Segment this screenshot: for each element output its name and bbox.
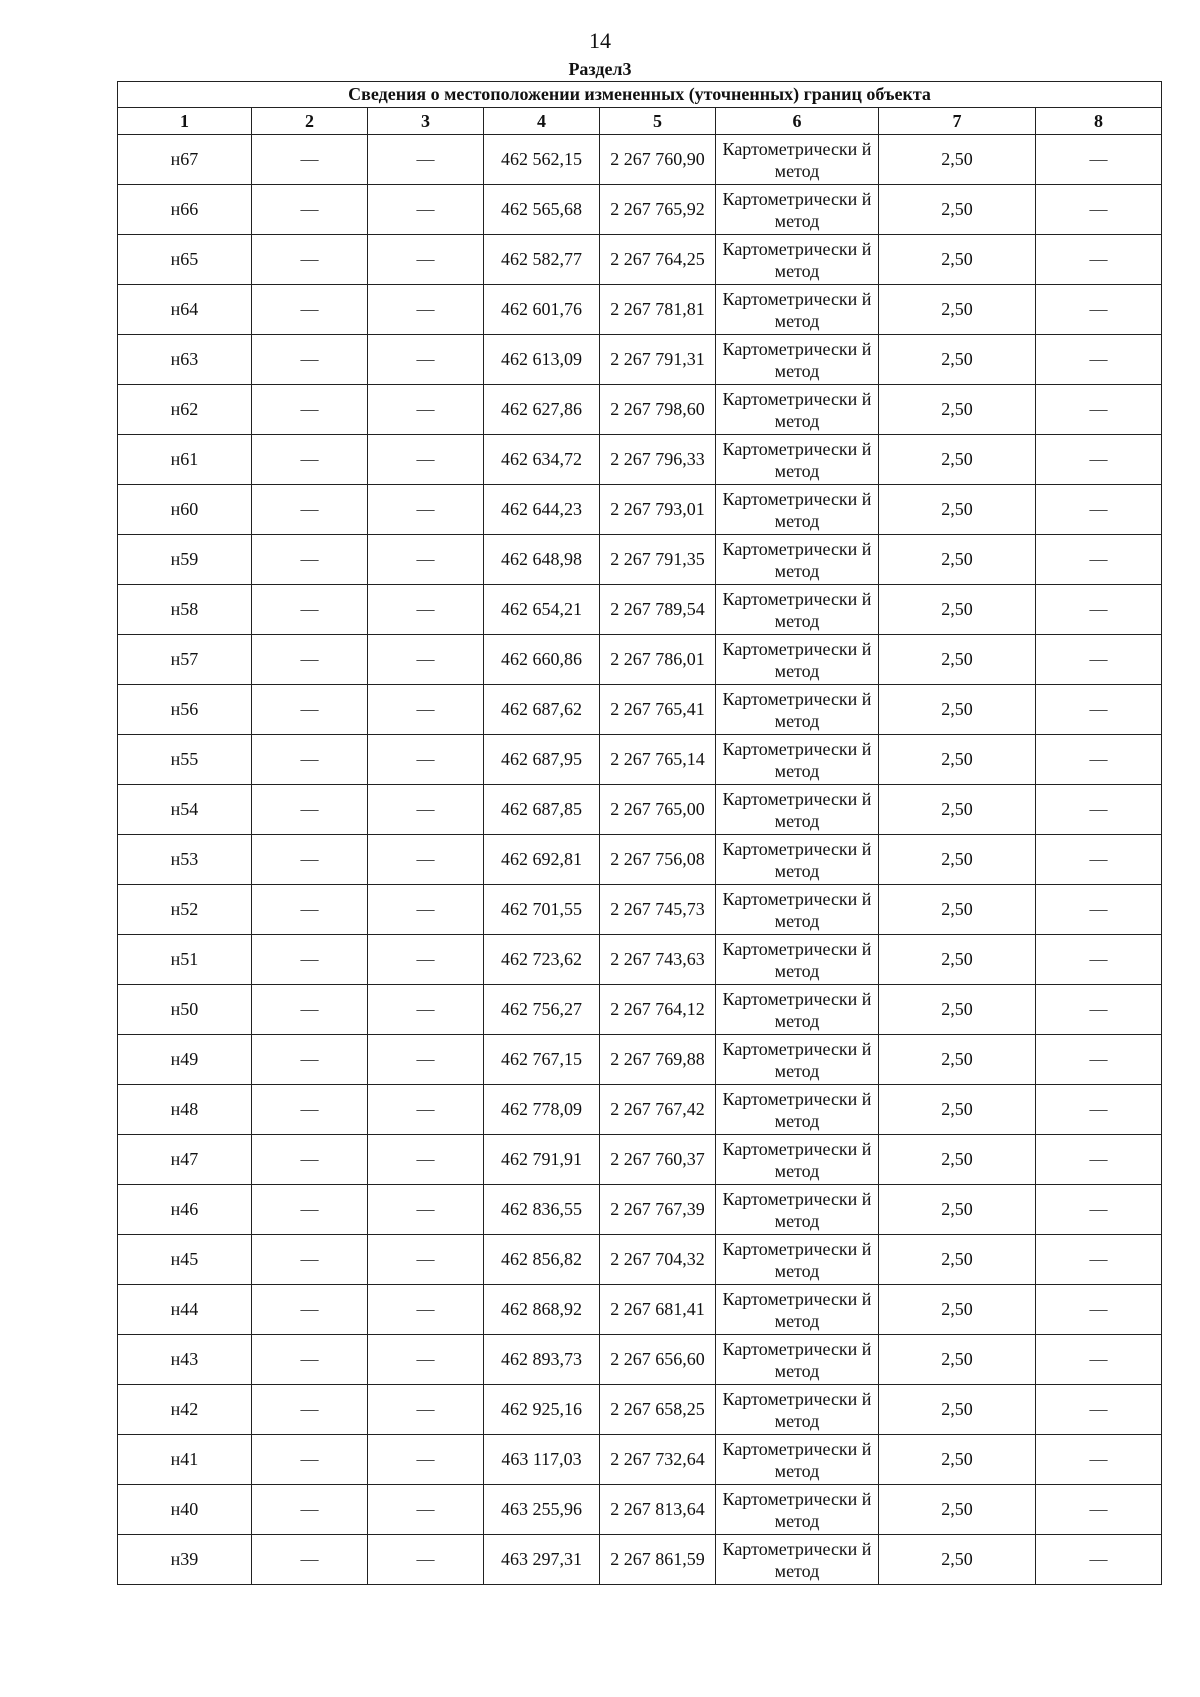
point-number-cell: н46	[118, 1185, 252, 1235]
empty-value-cell: —	[1036, 585, 1162, 635]
empty-value-cell: —	[368, 185, 484, 235]
method-cell: Картометрически й метод	[716, 1285, 879, 1335]
empty-value-cell: —	[1036, 435, 1162, 485]
empty-value-cell: —	[1036, 735, 1162, 785]
empty-value-cell: —	[368, 585, 484, 635]
accuracy-cell: 2,50	[879, 785, 1036, 835]
empty-value-cell: —	[1036, 1135, 1162, 1185]
method-cell: Картометрически й метод	[716, 885, 879, 935]
point-number-cell: н67	[118, 135, 252, 185]
table-row	[118, 1135, 1162, 1185]
empty-value-cell: —	[1036, 285, 1162, 335]
accuracy-cell: 2,50	[879, 1385, 1036, 1435]
table-row	[118, 1335, 1162, 1385]
coordinate-y-cell: 2 267 791,31	[600, 335, 716, 385]
empty-value-cell: —	[252, 385, 368, 435]
point-number-cell: н39	[118, 1535, 252, 1585]
table-row	[118, 285, 1162, 335]
coordinate-x-cell: 462 565,68	[484, 185, 600, 235]
empty-value-cell: —	[1036, 1385, 1162, 1435]
accuracy-cell: 2,50	[879, 1485, 1036, 1535]
empty-value-cell: —	[252, 1235, 368, 1285]
coordinate-x-cell: 462 791,91	[484, 1135, 600, 1185]
table-row	[118, 585, 1162, 635]
coordinate-y-cell: 2 267 764,25	[600, 235, 716, 285]
coordinate-y-cell: 2 267 765,00	[600, 785, 716, 835]
coordinate-y-cell: 2 267 681,41	[600, 1285, 716, 1335]
table-row	[118, 1535, 1162, 1585]
method-cell: Картометрически й метод	[716, 185, 879, 235]
coordinate-y-cell: 2 267 798,60	[600, 385, 716, 435]
empty-value-cell: —	[368, 1435, 484, 1485]
empty-value-cell: —	[1036, 535, 1162, 585]
table-body	[118, 135, 1162, 1585]
accuracy-cell: 2,50	[879, 535, 1036, 585]
empty-value-cell: —	[368, 135, 484, 185]
empty-value-cell: —	[252, 285, 368, 335]
method-cell: Картометрически й метод	[716, 685, 879, 735]
table-row	[118, 1035, 1162, 1085]
empty-value-cell: —	[368, 1535, 484, 1585]
empty-value-cell: —	[252, 635, 368, 685]
table-row	[118, 385, 1162, 435]
empty-value-cell: —	[252, 935, 368, 985]
section-title: Раздел3	[568, 59, 632, 79]
coordinate-y-cell: 2 267 791,35	[600, 535, 716, 585]
coordinate-x-cell: 462 701,55	[484, 885, 600, 935]
empty-value-cell: —	[1036, 1035, 1162, 1085]
coordinate-y-cell: 2 267 786,01	[600, 635, 716, 685]
method-cell: Картометрически й метод	[716, 435, 879, 485]
empty-value-cell: —	[368, 1085, 484, 1135]
table-row	[118, 335, 1162, 385]
empty-value-cell: —	[1036, 385, 1162, 435]
coordinate-x-cell: 462 582,77	[484, 235, 600, 285]
empty-value-cell: —	[252, 1185, 368, 1235]
coordinate-x-cell: 462 648,98	[484, 535, 600, 585]
empty-value-cell: —	[1036, 235, 1162, 285]
coordinate-y-cell: 2 267 769,88	[600, 1035, 716, 1085]
empty-value-cell: —	[1036, 835, 1162, 885]
empty-value-cell: —	[252, 485, 368, 535]
method-cell: Картометрически й метод	[716, 635, 879, 685]
coordinate-x-cell: 462 654,21	[484, 585, 600, 635]
column-header: 4	[484, 108, 600, 135]
table-row	[118, 835, 1162, 885]
coordinate-y-cell: 2 267 765,14	[600, 735, 716, 785]
coordinate-x-cell: 462 767,15	[484, 1035, 600, 1085]
column-header: 3	[368, 108, 484, 135]
empty-value-cell: —	[1036, 935, 1162, 985]
accuracy-cell: 2,50	[879, 1035, 1036, 1085]
empty-value-cell: —	[252, 1385, 368, 1435]
point-number-cell: н65	[118, 235, 252, 285]
coordinate-y-cell: 2 267 796,33	[600, 435, 716, 485]
coordinate-x-cell: 462 687,95	[484, 735, 600, 785]
method-cell: Картометрически й метод	[716, 1335, 879, 1385]
column-header-row	[118, 108, 1162, 135]
table-row	[118, 1385, 1162, 1435]
point-number-cell: н64	[118, 285, 252, 335]
empty-value-cell: —	[368, 685, 484, 735]
point-number-cell: н51	[118, 935, 252, 985]
accuracy-cell: 2,50	[879, 285, 1036, 335]
empty-value-cell: —	[1036, 1435, 1162, 1485]
empty-value-cell: —	[368, 1235, 484, 1285]
coordinate-y-cell: 2 267 765,92	[600, 185, 716, 235]
accuracy-cell: 2,50	[879, 735, 1036, 785]
empty-value-cell: —	[368, 1285, 484, 1335]
accuracy-cell: 2,50	[879, 1335, 1036, 1385]
coordinate-x-cell: 462 692,81	[484, 835, 600, 885]
table-row	[118, 885, 1162, 935]
point-number-cell: н57	[118, 635, 252, 685]
method-cell: Картометрически й метод	[716, 985, 879, 1035]
method-cell: Картометрически й метод	[716, 335, 879, 385]
empty-value-cell: —	[1036, 885, 1162, 935]
empty-value-cell: —	[368, 435, 484, 485]
point-number-cell: н56	[118, 685, 252, 735]
empty-value-cell: —	[368, 1185, 484, 1235]
empty-value-cell: —	[1036, 185, 1162, 235]
coordinate-y-cell: 2 267 743,63	[600, 935, 716, 985]
empty-value-cell: —	[1036, 685, 1162, 735]
accuracy-cell: 2,50	[879, 135, 1036, 185]
empty-value-cell: —	[368, 535, 484, 585]
accuracy-cell: 2,50	[879, 935, 1036, 985]
empty-value-cell: —	[252, 335, 368, 385]
table-row	[118, 535, 1162, 585]
accuracy-cell: 2,50	[879, 585, 1036, 635]
column-header: 2	[252, 108, 368, 135]
table-row	[118, 935, 1162, 985]
empty-value-cell: —	[252, 735, 368, 785]
method-cell: Картометрически й метод	[716, 1435, 879, 1485]
empty-value-cell: —	[252, 1485, 368, 1535]
point-number-cell: н63	[118, 335, 252, 385]
table-row	[118, 985, 1162, 1035]
coordinate-y-cell: 2 267 767,39	[600, 1185, 716, 1235]
coordinate-y-cell: 2 267 789,54	[600, 585, 716, 635]
accuracy-cell: 2,50	[879, 1185, 1036, 1235]
accuracy-cell: 2,50	[879, 985, 1036, 1035]
accuracy-cell: 2,50	[879, 1435, 1036, 1485]
point-number-cell: н43	[118, 1335, 252, 1385]
method-cell: Картометрически й метод	[716, 1235, 879, 1285]
empty-value-cell: —	[252, 785, 368, 835]
accuracy-cell: 2,50	[879, 885, 1036, 935]
method-cell: Картометрически й метод	[716, 535, 879, 585]
accuracy-cell: 2,50	[879, 185, 1036, 235]
accuracy-cell: 2,50	[879, 435, 1036, 485]
empty-value-cell: —	[368, 335, 484, 385]
empty-value-cell: —	[252, 235, 368, 285]
coordinate-y-cell: 2 267 732,64	[600, 1435, 716, 1485]
coordinate-x-cell: 462 868,92	[484, 1285, 600, 1335]
coordinate-y-cell: 2 267 704,32	[600, 1235, 716, 1285]
empty-value-cell: —	[252, 1535, 368, 1585]
coordinate-x-cell: 462 836,55	[484, 1185, 600, 1235]
empty-value-cell: —	[252, 585, 368, 635]
empty-value-cell: —	[1036, 135, 1162, 185]
empty-value-cell: —	[252, 1085, 368, 1135]
method-cell: Картометрически й метод	[716, 935, 879, 985]
empty-value-cell: —	[1036, 1285, 1162, 1335]
empty-value-cell: —	[368, 735, 484, 785]
accuracy-cell: 2,50	[879, 685, 1036, 735]
empty-value-cell: —	[1036, 1485, 1162, 1535]
method-cell: Картометрически й метод	[716, 1085, 879, 1135]
empty-value-cell: —	[368, 285, 484, 335]
coordinate-x-cell: 462 562,15	[484, 135, 600, 185]
empty-value-cell: —	[252, 1335, 368, 1385]
method-cell: Картометрически й метод	[716, 835, 879, 885]
table-row	[118, 1185, 1162, 1235]
empty-value-cell: —	[1036, 985, 1162, 1035]
accuracy-cell: 2,50	[879, 1285, 1036, 1335]
point-number-cell: н44	[118, 1285, 252, 1335]
empty-value-cell: —	[368, 835, 484, 885]
table-row	[118, 735, 1162, 785]
coordinate-y-cell: 2 267 765,41	[600, 685, 716, 735]
accuracy-cell: 2,50	[879, 635, 1036, 685]
point-number-cell: н58	[118, 585, 252, 635]
empty-value-cell: —	[1036, 785, 1162, 835]
table-row	[118, 185, 1162, 235]
empty-value-cell: —	[252, 135, 368, 185]
empty-value-cell: —	[368, 485, 484, 535]
coordinate-x-cell: 462 687,85	[484, 785, 600, 835]
coordinate-y-cell: 2 267 767,42	[600, 1085, 716, 1135]
table-row	[118, 485, 1162, 535]
empty-value-cell: —	[1036, 1235, 1162, 1285]
empty-value-cell: —	[252, 885, 368, 935]
table-row	[118, 1485, 1162, 1535]
empty-value-cell: —	[368, 1135, 484, 1185]
coordinate-y-cell: 2 267 861,59	[600, 1535, 716, 1585]
point-number-cell: н60	[118, 485, 252, 535]
table-row	[118, 785, 1162, 835]
empty-value-cell: —	[368, 235, 484, 285]
accuracy-cell: 2,50	[879, 1085, 1036, 1135]
point-number-cell: н66	[118, 185, 252, 235]
coordinate-y-cell: 2 267 793,01	[600, 485, 716, 535]
method-cell: Картометрически й метод	[716, 735, 879, 785]
point-number-cell: н53	[118, 835, 252, 885]
coordinate-x-cell: 462 644,23	[484, 485, 600, 535]
accuracy-cell: 2,50	[879, 385, 1036, 435]
point-number-cell: н62	[118, 385, 252, 435]
method-cell: Картометрически й метод	[716, 785, 879, 835]
accuracy-cell: 2,50	[879, 335, 1036, 385]
empty-value-cell: —	[368, 785, 484, 835]
method-cell: Картометрически й метод	[716, 1485, 879, 1535]
empty-value-cell: —	[368, 1385, 484, 1435]
empty-value-cell: —	[1036, 335, 1162, 385]
accuracy-cell: 2,50	[879, 835, 1036, 885]
boundary-coordinates-table	[117, 81, 1162, 1585]
empty-value-cell: —	[368, 1485, 484, 1535]
method-cell: Картометрически й метод	[716, 135, 879, 185]
point-number-cell: н49	[118, 1035, 252, 1085]
accuracy-cell: 2,50	[879, 485, 1036, 535]
coordinate-x-cell: 462 756,27	[484, 985, 600, 1035]
empty-value-cell: —	[368, 1335, 484, 1385]
column-header: 6	[716, 108, 879, 135]
accuracy-cell: 2,50	[879, 235, 1036, 285]
empty-value-cell: —	[252, 1035, 368, 1085]
coordinate-y-cell: 2 267 760,37	[600, 1135, 716, 1185]
coordinate-x-cell: 462 856,82	[484, 1235, 600, 1285]
column-header: 5	[600, 108, 716, 135]
empty-value-cell: —	[368, 885, 484, 935]
table-row	[118, 235, 1162, 285]
coordinate-x-cell: 462 778,09	[484, 1085, 600, 1135]
table-row	[118, 1235, 1162, 1285]
coordinate-y-cell: 2 267 745,73	[600, 885, 716, 935]
coordinate-y-cell: 2 267 656,60	[600, 1335, 716, 1385]
empty-value-cell: —	[1036, 1335, 1162, 1385]
point-number-cell: н52	[118, 885, 252, 935]
empty-value-cell: —	[368, 385, 484, 435]
coordinate-y-cell: 2 267 813,64	[600, 1485, 716, 1535]
point-number-cell: н61	[118, 435, 252, 485]
empty-value-cell: —	[252, 1285, 368, 1335]
empty-value-cell: —	[252, 1435, 368, 1485]
method-cell: Картометрически й метод	[716, 1535, 879, 1585]
empty-value-cell: —	[1036, 1185, 1162, 1235]
table-row	[118, 135, 1162, 185]
method-cell: Картометрически й метод	[716, 1185, 879, 1235]
table-row	[118, 1435, 1162, 1485]
table-caption: Сведения о местоположении измененных (уточненных) границ объекта	[118, 82, 1162, 108]
coordinate-x-cell: 462 660,86	[484, 635, 600, 685]
coordinate-x-cell: 463 297,31	[484, 1535, 600, 1585]
coordinate-x-cell: 462 601,76	[484, 285, 600, 335]
empty-value-cell: —	[368, 1035, 484, 1085]
empty-value-cell: —	[252, 1135, 368, 1185]
empty-value-cell: —	[252, 435, 368, 485]
coordinate-x-cell: 462 634,72	[484, 435, 600, 485]
page-number: 14	[589, 28, 611, 53]
method-cell: Картометрически й метод	[716, 1135, 879, 1185]
table-row	[118, 635, 1162, 685]
table-row	[118, 1285, 1162, 1335]
empty-value-cell: —	[1036, 1085, 1162, 1135]
coordinate-x-cell: 462 723,62	[484, 935, 600, 985]
coordinate-x-cell: 462 687,62	[484, 685, 600, 735]
coordinate-y-cell: 2 267 764,12	[600, 985, 716, 1035]
point-number-cell: н40	[118, 1485, 252, 1535]
point-number-cell: н54	[118, 785, 252, 835]
coordinate-y-cell: 2 267 658,25	[600, 1385, 716, 1435]
column-header: 7	[879, 108, 1036, 135]
empty-value-cell: —	[368, 985, 484, 1035]
empty-value-cell: —	[252, 685, 368, 735]
coordinate-x-cell: 462 627,86	[484, 385, 600, 435]
accuracy-cell: 2,50	[879, 1135, 1036, 1185]
method-cell: Картометрически й метод	[716, 485, 879, 535]
empty-value-cell: —	[1036, 635, 1162, 685]
coordinate-x-cell: 462 925,16	[484, 1385, 600, 1435]
accuracy-cell: 2,50	[879, 1235, 1036, 1285]
method-cell: Картометрически й метод	[716, 285, 879, 335]
point-number-cell: н55	[118, 735, 252, 785]
empty-value-cell: —	[252, 535, 368, 585]
point-number-cell: н50	[118, 985, 252, 1035]
method-cell: Картометрически й метод	[716, 235, 879, 285]
empty-value-cell: —	[1036, 1535, 1162, 1585]
accuracy-cell: 2,50	[879, 1535, 1036, 1585]
point-number-cell: н45	[118, 1235, 252, 1285]
coordinate-y-cell: 2 267 756,08	[600, 835, 716, 885]
coordinate-x-cell: 462 613,09	[484, 335, 600, 385]
method-cell: Картометрически й метод	[716, 1385, 879, 1435]
coordinate-x-cell: 463 255,96	[484, 1485, 600, 1535]
empty-value-cell: —	[252, 835, 368, 885]
column-header: 8	[1036, 108, 1162, 135]
point-number-cell: н42	[118, 1385, 252, 1435]
empty-value-cell: —	[252, 185, 368, 235]
coordinate-x-cell: 463 117,03	[484, 1435, 600, 1485]
point-number-cell: н41	[118, 1435, 252, 1485]
point-number-cell: н48	[118, 1085, 252, 1135]
point-number-cell: н47	[118, 1135, 252, 1185]
empty-value-cell: —	[252, 985, 368, 1035]
method-cell: Картометрически й метод	[716, 585, 879, 635]
coordinate-x-cell: 462 893,73	[484, 1335, 600, 1385]
table-row	[118, 1085, 1162, 1135]
empty-value-cell: —	[1036, 485, 1162, 535]
point-number-cell: н59	[118, 535, 252, 585]
method-cell: Картометрически й метод	[716, 1035, 879, 1085]
empty-value-cell: —	[368, 635, 484, 685]
table-row	[118, 685, 1162, 735]
empty-value-cell: —	[368, 935, 484, 985]
coordinate-y-cell: 2 267 760,90	[600, 135, 716, 185]
column-header: 1	[118, 108, 252, 135]
method-cell: Картометрически й метод	[716, 385, 879, 435]
coordinate-y-cell: 2 267 781,81	[600, 285, 716, 335]
table-row	[118, 435, 1162, 485]
